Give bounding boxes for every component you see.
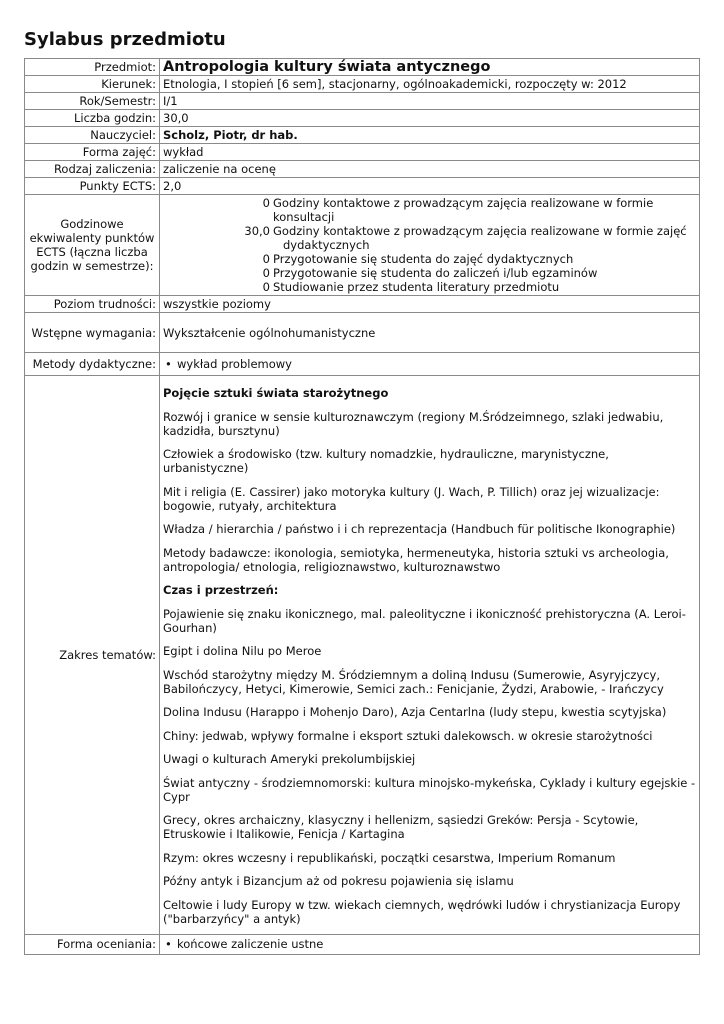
topic-item: Celtowie i ludy Europy w tzw. wiekach ciemnych, wędrówki ludów i chrystianizacja Europy ("barbarzyńcy" a antyk) [163,897,681,926]
label-poziom-trudnosci: Poziom trudności: [25,296,160,313]
hours-list [163,196,696,294]
row-forma-zajec [25,144,700,161]
value-punkty-ects: 2,0 [160,178,700,195]
value-forma-zajec: wykład [160,144,700,161]
syllabus-table [24,58,700,955]
row-przedmiot [25,59,700,76]
hours-description-line: Godziny kontaktowe z prowadzącym zajęcia realizowane w formie zajęć [273,224,687,238]
hours-item [163,196,696,224]
hours-description-line: Studiowanie przez studenta literatury przedmiotu [273,280,560,294]
label-rok-semestr: Rok/Semestr: [25,93,160,110]
label-forma-zajec: Forma zajęć: [25,144,160,161]
topic-heading: Pojęcie sztuki świata starożytnego [163,386,389,400]
row-poziom-trudnosci [25,296,700,313]
hours-description [273,280,696,294]
hours-item [163,266,696,280]
topic-item: Uwagi o kulturach Ameryki prekolumbijskiej [163,752,416,766]
value-wstepne-wymagania: Wykształcenie ogólnohumanistyczne [160,313,700,353]
value-przedmiot: Antropologia kultury świata antycznego [160,59,700,76]
label-metody-dydaktyczne: Metody dydaktyczne: [25,353,160,376]
hours-description-line: Godziny kontaktowe z prowadzącym zajęcia realizowane w formie konsultacji [273,196,654,224]
row-liczba-godzin [25,110,700,127]
topic-item: Egipt i dolina Nilu po Meroe [163,644,322,658]
value-rok-semestr: I/1 [160,93,700,110]
value-godzinowe-ekwiwalenty [160,195,700,296]
topic-item: Świat antyczny - środziemnomorski: kultura minojsko-mykeńska, Cyklady i kultury egejskie - Cypr [163,775,696,804]
topic-item: Władza / hierarchia / państwo i i ch reprezentacja (Handbuch für politische Ikonographie) [163,522,676,536]
label-przedmiot: Przedmiot: [25,59,160,76]
hours-value: 0 [262,196,270,210]
topic-item: Metody badawcze: ikonologia, semiotyka, hermeneutyka, historia sztuki vs archeologia, antropologia/ etnologia, religioznawstwo, kulturoznawstwo [163,545,669,574]
topic-item: Późny antyk i Bizancjum aż od pokresu pojawienia się islamu [163,874,514,888]
topic-item: Grecy, okres archaiczny, klasyczny i hellenizm, sąsiedzi Greków: Persja - Scytowie, Etruskowie i Italikowie, Fenicja / Kartagina [163,813,639,841]
value-rodzaj-zaliczenia: zaliczenie na ocenę [160,161,700,178]
hours-value: 0 [262,280,270,294]
row-nauczyciel [25,127,700,144]
row-wstepne-wymagania [25,313,700,353]
value-kierunek: Etnologia, I stopień [6 sem], stacjonarny, ogólnoakademicki, rozpoczęty w: 2012 [160,76,700,93]
list-item: • końcowe zaliczenie ustne [163,937,696,951]
topic-item: Wschód starożytny między M. Śródziemnym a doliną Indusu (Sumerowie, Asyryjczycy, Babilończycy, Hetyci, Kimerowie, Semici zach.: Fenicjanie, Żydzi, Arabowie, - Irańczycy [163,667,664,696]
metody-list [163,357,696,371]
topic-item: Chiny: jedwab, wpływy formalne i eksport sztuki dalekowsch. w okresie starożytności [163,728,653,743]
value-metody-dydaktyczne [160,353,700,376]
row-godzinowe-ekwiwalenty [25,195,700,296]
topic-item: Człowiek a środowisko (tzw. kultury nomadzkie, hydrauliczne, marynistyczne, urbanistyczne) [163,447,609,475]
row-zakres-tematow [25,376,700,935]
hours-description [273,266,696,280]
topic-item: Rzym: okres wczesny i republikański, początki cesarstwa, Imperium Romanum [163,850,616,865]
value-forma-oceniania [160,934,700,954]
list-item: • wykład problemowy [163,357,696,371]
hours-item [163,224,696,252]
hours-item [163,252,696,266]
label-forma-oceniania: Forma oceniania: [25,934,160,954]
row-rodzaj-zaliczenia [25,161,700,178]
hours-description-line: Przygotowanie się studenta do zajęć dydaktycznych [273,252,574,266]
hours-description [273,196,696,224]
hours-value: 0 [262,252,270,266]
label-wstepne-wymagania: Wstępne wymagania: [25,313,160,353]
value-poziom-trudnosci: wszystkie poziomy [160,296,700,313]
hours-description-cont: dydaktycznych [283,238,370,252]
row-metody-dydaktyczne [25,353,700,376]
label-punkty-ects: Punkty ECTS: [25,178,160,195]
label-kierunek: Kierunek: [25,76,160,93]
row-forma-oceniania [25,934,700,954]
label-rodzaj-zaliczenia: Rodzaj zaliczenia: [25,161,160,178]
label-godzinowe-ekwiwalenty: Godzinowe ekwiwalenty punktów ECTS (łączna liczba godzin w semestrze): [25,195,160,296]
value-liczba-godzin: 30,0 [160,110,700,127]
row-kierunek [25,76,700,93]
ocenianie-list [163,937,696,951]
value-nauczyciel: Scholz, Piotr, dr hab. [160,127,700,144]
topics-list [163,386,696,926]
row-punkty-ects [25,178,700,195]
hours-value: 0 [262,266,270,280]
hours-description [273,224,696,252]
label-zakres-tematow: Zakres tematów: [25,376,160,935]
page-title: Sylabus przedmiotu [24,29,226,50]
topic-item: Pojawienie się znaku ikonicznego, mal. paleolityczne i ikoniczność prehistoryczna (A. Leroi-Gourhan) [163,606,686,635]
hours-description-line: Przygotowanie się studenta do zaliczeń i/lub egzaminów [273,266,598,280]
label-liczba-godzin: Liczba godzin: [25,110,160,127]
value-zakres-tematow [160,376,700,935]
row-rok-semestr [25,93,700,110]
topic-item: Mit i religia (E. Cassirer) jako motoryka kultury (J. Wach, P. Tillich) oraz jej wizualizacje: bogowie, rutyały, architektura [163,484,660,513]
topic-item: Rozwój i granice w sensie kulturoznawczym (regiony M.Śródzeimnego, szlaki jedwabiu, kadzidła, bursztynu) [163,409,664,438]
hours-item [163,280,696,294]
topic-item: Dolina Indusu (Harappo i Mohenjo Daro), Azja Centarlna (ludy stepu, kwestia scytyjska) [163,705,667,719]
label-nauczyciel: Nauczyciel: [25,127,160,144]
hours-description [273,252,696,266]
topic-heading: Czas i przestrzeń: [163,583,279,597]
hours-value: 30,0 [244,224,270,238]
